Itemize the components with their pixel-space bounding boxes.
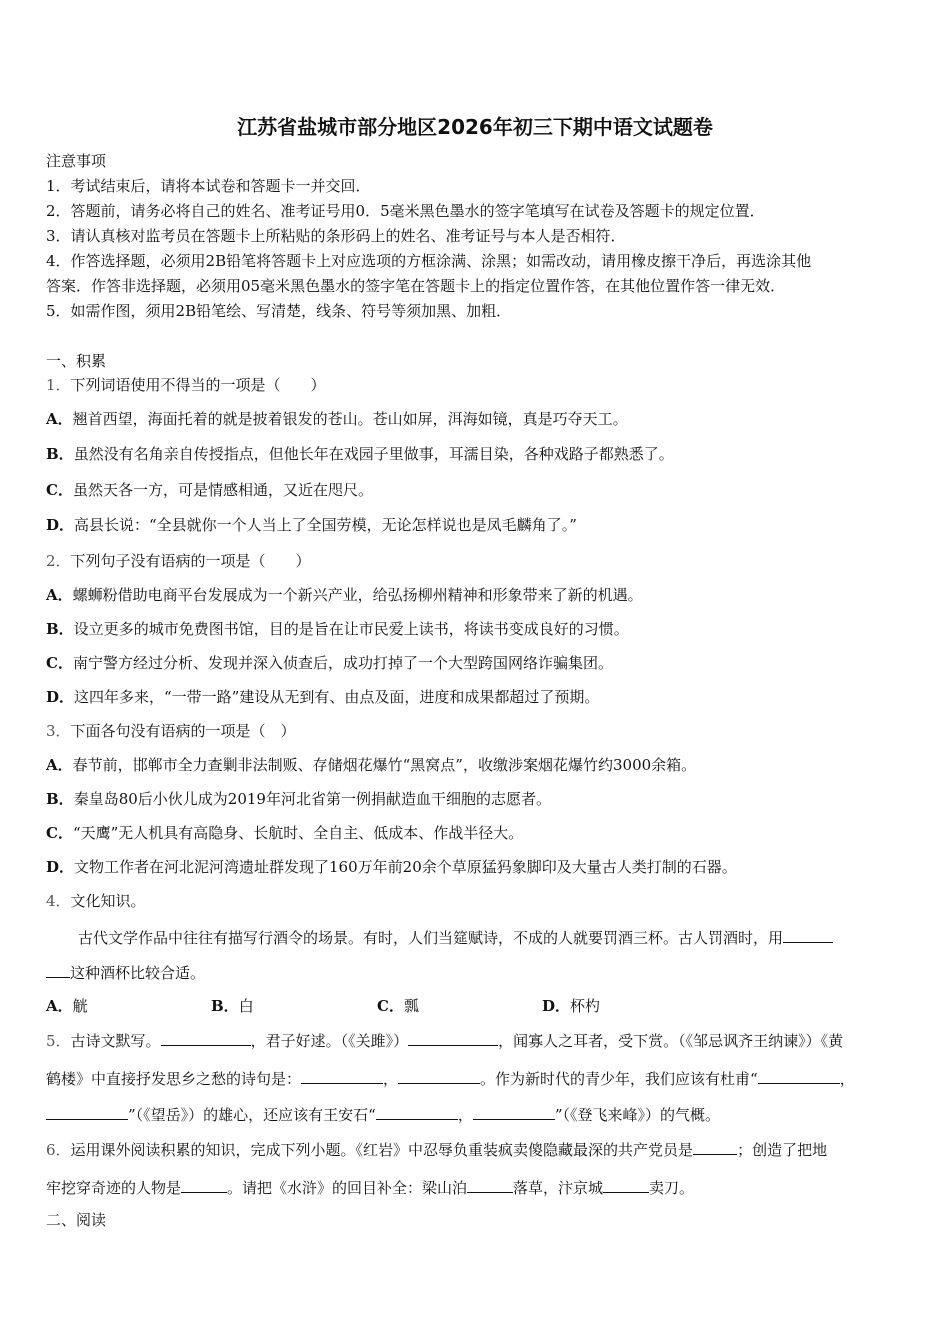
option-label: C． bbox=[46, 481, 73, 499]
option-label: B． bbox=[46, 790, 74, 808]
option-text: 文物工作者在河北泥河湾遗址群发现了160万年前20余个草原猛犸象脚印及大量古人类打制的石器。 bbox=[74, 858, 737, 876]
q2-option-d bbox=[46, 687, 599, 707]
paragraph-text: 古代文学作品中往往有描写行酒令的场景。有时，人们当筵赋诗，不成的人就要罚酒三杯。古人罚酒时，用 bbox=[78, 929, 784, 947]
question-5 bbox=[46, 1030, 843, 1051]
question-text: ”（《望岳》）的雄心，还应该有王安石“ bbox=[128, 1106, 376, 1124]
option-text: 杯杓 bbox=[570, 997, 601, 1015]
q1-option-d bbox=[46, 515, 577, 535]
option-label: C． bbox=[377, 997, 404, 1015]
paragraph-text: 这种酒杯比较合适。 bbox=[70, 964, 206, 982]
notice-item-1: 1．考试结束后，请将本试卷和答题卡一并交回． bbox=[46, 177, 371, 195]
question-number: 6． bbox=[46, 1141, 71, 1159]
notice-item-4-cont: 答案．作答非选择题，必须用05毫米黑色墨水的签字笔在答题卡上的指定位置作答，在其他位置作答一律无效． bbox=[46, 277, 786, 295]
answer-blank bbox=[603, 1177, 649, 1193]
question-number: 4． bbox=[46, 892, 71, 910]
q4-paragraph bbox=[78, 927, 833, 948]
option-label: D． bbox=[46, 858, 75, 876]
option-label: D． bbox=[46, 516, 75, 534]
question-stem: 下列句子没有语病的一项是（ ） bbox=[70, 552, 311, 570]
question-text: 牢挖穿奇迹的人物是 bbox=[46, 1179, 182, 1197]
question-text: 古诗文默写。 bbox=[70, 1032, 161, 1050]
answer-blank bbox=[398, 1068, 480, 1084]
option-text: 虽然没有名角亲自传授指点，但他长年在戏园子里做事，耳濡目染，各种戏路子都熟悉了。 bbox=[73, 445, 674, 463]
q3-option-d bbox=[46, 857, 737, 877]
question-5-cont2 bbox=[46, 1104, 720, 1125]
answer-blank bbox=[467, 1177, 513, 1193]
option-label: B． bbox=[46, 620, 74, 638]
option-label: C． bbox=[46, 654, 73, 672]
question-text: ，君子好逑。（《关雎》） bbox=[250, 1032, 409, 1050]
q3-option-a bbox=[46, 755, 696, 775]
q4-option-a bbox=[46, 996, 88, 1016]
question-text: ， bbox=[383, 1070, 399, 1088]
q4-option-b bbox=[211, 996, 254, 1016]
question-text: ，闻寡人之耳者，受下赏。（《邹忌讽齐王纳谏》）《黄 bbox=[498, 1032, 844, 1050]
question-text: ；创造了把地 bbox=[737, 1141, 828, 1159]
q2-option-a bbox=[46, 585, 643, 605]
question-number: 1． bbox=[46, 376, 71, 394]
answer-blank bbox=[783, 927, 833, 943]
answer-blank bbox=[181, 1177, 227, 1193]
answer-blank bbox=[46, 1104, 128, 1120]
option-text: 秦皇岛80后小伙儿成为2019年河北省第一例捐献造血干细胞的志愿者。 bbox=[73, 790, 551, 808]
question-text: 运用课外阅读积累的知识，完成下列小题。《红岩》中忍辱负重装疯卖傻隐藏最深的共产党员是 bbox=[70, 1141, 694, 1159]
question-number: 5． bbox=[46, 1032, 71, 1050]
notice-item-3: 3．请认真核对监考员在答题卡上所粘贴的条形码上的姓名、准考证号与本人是否相符． bbox=[46, 227, 626, 245]
q1-option-a bbox=[46, 409, 628, 429]
q1-option-c bbox=[46, 480, 373, 500]
answer-blank bbox=[693, 1139, 737, 1155]
question-text: 。请把《水浒》的回目补全：梁山泊 bbox=[227, 1179, 468, 1197]
question-2 bbox=[46, 551, 311, 571]
notice-item-5: 5．如需作图，须用2B铅笔绘、写清楚，线条、符号等须加黑、加粗． bbox=[46, 302, 512, 320]
answer-blank bbox=[473, 1104, 555, 1120]
option-text: 设立更多的城市免费图书馆，目的是旨在让市民爱上读书，将读书变成良好的习惯。 bbox=[73, 620, 629, 638]
notice-item-2: 2．答题前，请务必将自己的姓名、准考证号用0．5毫米黑色墨水的签字笔填写在试卷及答题卡的规定位置． bbox=[46, 202, 765, 220]
option-label: D． bbox=[542, 997, 571, 1015]
question-3 bbox=[46, 721, 296, 741]
q4-option-d bbox=[542, 996, 600, 1016]
notice-item-4: 4．作答选择题，必须用2B铅笔将答题卡上对应选项的方框涂满、涂黑；如需改动，请用橡皮擦干净后，再选涂其他 bbox=[46, 252, 812, 270]
option-text: “天鹰”无人机具有高隐身、长航时、全自主、低成本、作战半径大。 bbox=[72, 824, 524, 842]
answer-blank bbox=[376, 1104, 458, 1120]
q3-option-b bbox=[46, 789, 551, 809]
question-4 bbox=[46, 891, 146, 911]
question-6-cont bbox=[46, 1177, 694, 1198]
question-1 bbox=[46, 375, 326, 395]
section-heading-1: 一、积累 bbox=[46, 352, 107, 370]
answer-blank bbox=[161, 1030, 251, 1046]
q2-option-c bbox=[46, 653, 613, 673]
option-text: 翘首西望，海面托着的就是披着银发的苍山。苍山如屏，洱海如镜，真是巧夺天工。 bbox=[72, 410, 628, 428]
answer-blank bbox=[408, 1030, 498, 1046]
question-text: 。作为新时代的青少年，我们应该有杜甫“ bbox=[480, 1070, 758, 1088]
question-6 bbox=[46, 1139, 827, 1160]
option-label: D． bbox=[46, 688, 75, 706]
question-text: ， bbox=[457, 1106, 473, 1124]
option-label: A． bbox=[46, 756, 73, 774]
option-text: 白 bbox=[238, 997, 254, 1015]
question-text: 落草，汴京城 bbox=[513, 1179, 604, 1197]
answer-blank bbox=[758, 1068, 840, 1084]
q1-option-b bbox=[46, 444, 674, 464]
option-label: A． bbox=[46, 410, 73, 428]
option-text: 螺蛳粉借助电商平台发展成为一个新兴产业，给弘扬柳州精神和形象带来了新的机遇。 bbox=[72, 586, 643, 604]
question-text: 卖刀。 bbox=[649, 1179, 695, 1197]
option-text: 觥 bbox=[72, 997, 88, 1015]
question-stem: 文化知识。 bbox=[70, 892, 146, 910]
notice-heading: 注意事项 bbox=[46, 152, 107, 170]
option-label: B． bbox=[46, 445, 74, 463]
question-stem: 下列词语使用不得当的一项是（ ） bbox=[70, 376, 326, 394]
question-5-cont bbox=[46, 1068, 855, 1089]
q4-option-c bbox=[377, 996, 419, 1016]
question-text: ”（《登飞来峰》）的气概。 bbox=[554, 1106, 721, 1124]
option-text: 瓢 bbox=[403, 997, 419, 1015]
option-label: A． bbox=[46, 586, 73, 604]
q2-option-b bbox=[46, 619, 629, 639]
answer-blank bbox=[301, 1068, 383, 1084]
q3-option-c bbox=[46, 823, 523, 843]
option-text: 高县长说：“全县就你一个人当上了全国劳模，无论怎样说也是凤毛麟角了。” bbox=[74, 516, 577, 534]
option-label: C． bbox=[46, 824, 73, 842]
question-stem: 下面各句没有语病的一项是（ ） bbox=[70, 722, 296, 740]
answer-blank bbox=[46, 962, 70, 978]
section-heading-2: 二、阅读 bbox=[46, 1211, 107, 1229]
question-text: ， bbox=[839, 1070, 855, 1088]
q4-paragraph-cont bbox=[46, 962, 205, 983]
option-text: 南宁警方经过分析、发现并深入侦查后，成功打掉了一个大型跨国网络诈骗集团。 bbox=[72, 654, 613, 672]
question-number: 2． bbox=[46, 552, 71, 570]
option-label: B． bbox=[211, 997, 239, 1015]
option-text: 虽然天各一方，可是情感相通，又近在咫尺。 bbox=[72, 481, 373, 499]
q4-options bbox=[46, 996, 906, 1016]
question-number: 3． bbox=[46, 722, 71, 740]
option-text: 这四年多来，“一带一路”建设从无到有、由点及面，进度和成果都超过了预期。 bbox=[74, 688, 600, 706]
option-label: A． bbox=[46, 997, 73, 1015]
question-text: 鹤楼》中直接抒发思乡之愁的诗句是： bbox=[46, 1070, 302, 1088]
page-title: 江苏省盐城市部分地区2026年初三下期中语文试题卷 bbox=[237, 115, 713, 139]
option-text: 春节前，邯郸市全力查剿非法制贩、存储烟花爆竹“黑窝点”，收缴涉案烟花爆竹约3000余箱。 bbox=[72, 756, 697, 774]
